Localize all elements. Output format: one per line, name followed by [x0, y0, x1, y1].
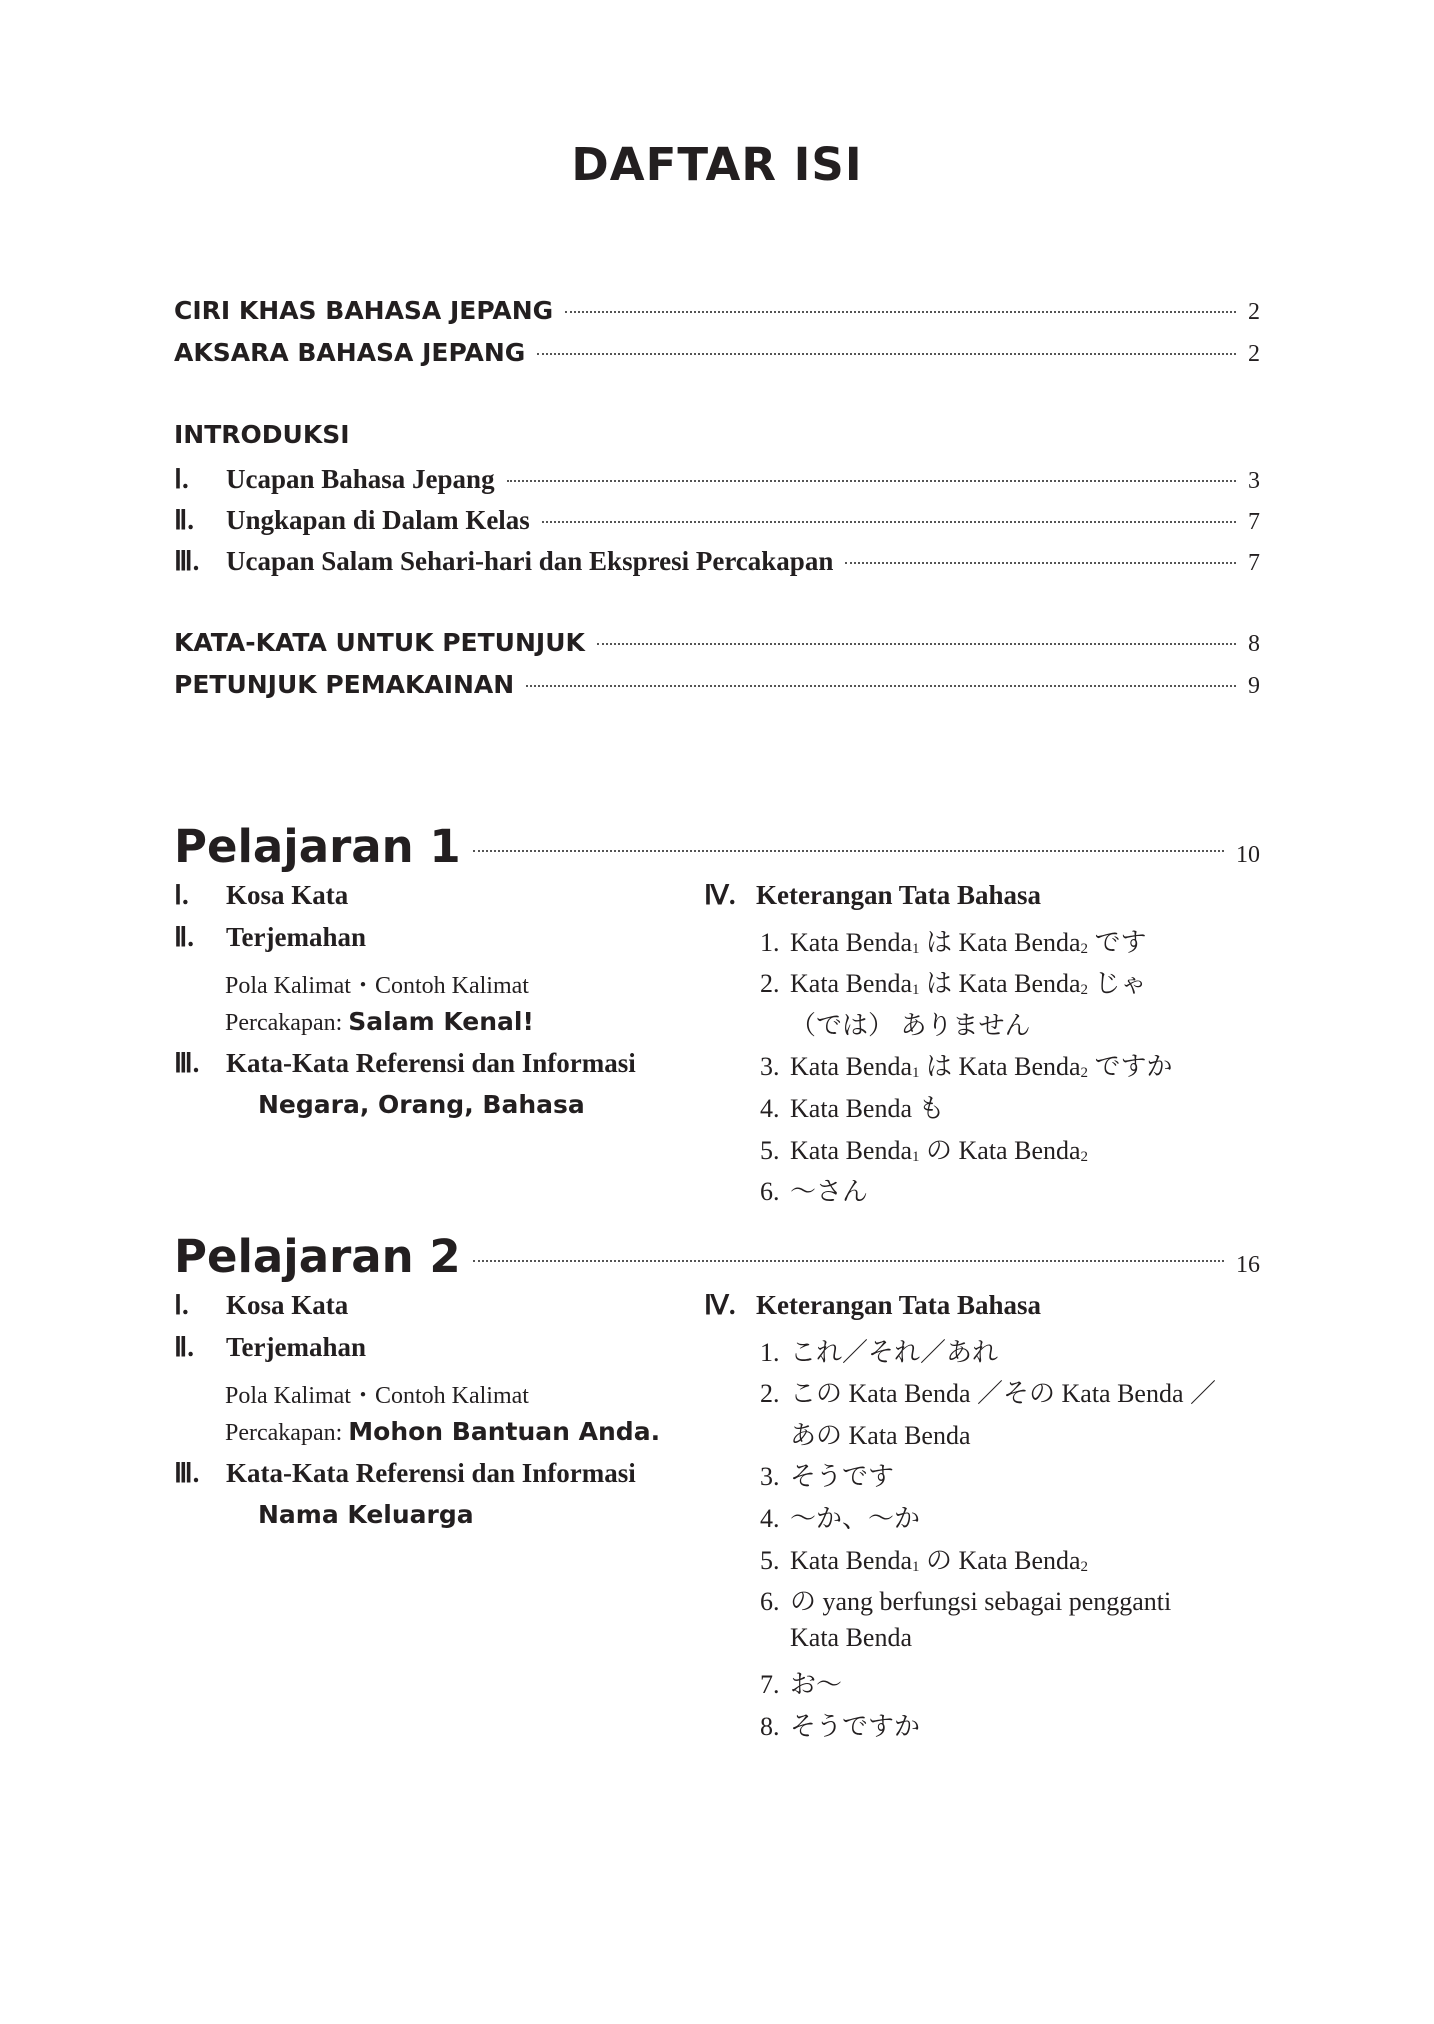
page-number: 16 [1236, 1252, 1260, 1278]
grammar-item[interactable] [760, 1046, 1173, 1083]
grammar-item-number: 1. [760, 927, 780, 957]
page-number: 3 [1248, 468, 1260, 494]
toc-entry-aksara[interactable] [174, 338, 1260, 368]
grammar-item[interactable] [760, 1130, 1088, 1167]
subscript: 1 [912, 1065, 920, 1082]
subscript: 2 [1080, 1558, 1089, 1575]
grammar-item[interactable] [760, 1415, 971, 1452]
grammar-text: ～さん [790, 1177, 869, 1207]
section-heading-introduksi: INTRODUKSI [174, 420, 350, 449]
referensi-topic: Nama Keluarga [258, 1500, 474, 1529]
section-label: Keterangan Tata Bahasa [756, 1290, 1042, 1320]
dot-leader [845, 562, 1236, 564]
grammar-item[interactable] [760, 1332, 998, 1369]
grammar-text: あの Kata Benda [790, 1420, 971, 1450]
grammar-text: Kata Benda [790, 1545, 913, 1575]
lesson-section-kosa-kata[interactable] [174, 1290, 348, 1321]
referensi-topic: Negara, Orang, Bahasa [258, 1090, 585, 1119]
toc-entry-intro-2[interactable] [174, 505, 1260, 536]
grammar-item[interactable] [760, 1581, 1171, 1618]
grammar-text: そうですか [790, 1712, 921, 1741]
subscript: 1 [912, 1148, 920, 1165]
roman-numeral: Ⅳ. [704, 1290, 736, 1320]
dot-leader [507, 480, 1236, 482]
toc-entry-text: Ucapan Bahasa Jepang [226, 464, 495, 494]
grammar-text: は Kata Benda [919, 969, 1081, 999]
grammar-item[interactable] [760, 1706, 920, 1743]
page-number: 7 [1248, 509, 1260, 535]
grammar-item[interactable] [760, 1088, 945, 1125]
page-number: 9 [1248, 673, 1260, 699]
grammar-text: Kata Benda [790, 969, 913, 999]
grammar-text: この Kata Benda ／その Kata Benda ／ [790, 1379, 1217, 1409]
dot-leader [473, 850, 1224, 852]
grammar-item-number: 5. [760, 1545, 780, 1575]
grammar-text: （では） ありません [790, 1010, 1031, 1040]
toc-entry-label [174, 546, 833, 577]
lesson-section-terjemahan[interactable] [174, 922, 366, 953]
grammar-item[interactable] [760, 1456, 894, 1493]
grammar-item-number: 1. [760, 1337, 780, 1367]
grammar-item-number: 8. [760, 1712, 780, 1741]
roman-numeral: Ⅲ. [174, 1458, 200, 1489]
toc-entry-ciri-khas[interactable] [174, 296, 1260, 326]
page-number: 8 [1248, 631, 1260, 657]
grammar-item[interactable] [760, 1498, 920, 1535]
grammar-item-number: 3. [760, 1462, 780, 1492]
grammar-item-number: 3. [760, 1052, 780, 1082]
subscript: 1 [912, 1558, 920, 1575]
grammar-item-number: 6. [760, 1587, 780, 1617]
grammar-text: の Kata Benda [919, 1545, 1081, 1575]
subscript: 2 [1080, 1148, 1089, 1165]
grammar-text: Kata Benda [790, 1622, 913, 1652]
section-label: Kata-Kata Referensi dan Informasi [226, 1458, 636, 1489]
lesson-heading[interactable] [174, 1230, 1260, 1283]
toc-entry-intro-1[interactable] [174, 464, 1260, 495]
section-label: Kata-Kata Referensi dan Informasi [226, 1048, 636, 1079]
percakapan-title: Mohon Bantuan Anda. [348, 1416, 661, 1446]
toc-entry-label: CIRI KHAS BAHASA JEPANG [174, 296, 554, 325]
grammar-item[interactable] [760, 922, 1147, 959]
roman-numeral: Ⅲ. [174, 546, 200, 576]
dot-leader [565, 311, 1236, 313]
subscript: 2 [1080, 940, 1089, 957]
subscript: 1 [912, 982, 920, 999]
subscript: 2 [1080, 982, 1089, 999]
grammar-item[interactable] [760, 1623, 912, 1653]
grammar-text: そうです [790, 1462, 895, 1492]
grammar-text: ～か、～か [790, 1504, 921, 1533]
page-number: 7 [1248, 550, 1260, 576]
toc-entry-label: AKSARA BAHASA JEPANG [174, 338, 526, 367]
grammar-item[interactable] [760, 1373, 1216, 1410]
roman-numeral: Ⅳ. [704, 880, 736, 910]
grammar-text: Kata Benda [790, 1135, 913, 1165]
grammar-text: の yang berfungsi sebagai pengganti [790, 1587, 1172, 1617]
grammar-text: お～ [790, 1670, 843, 1700]
grammar-text: Kata Benda [790, 927, 913, 957]
toc-entry-label: KATA-KATA UNTUK PETUNJUK [174, 628, 585, 657]
toc-entry-kata-kata-petunjuk[interactable] [174, 628, 1260, 658]
dot-leader [597, 643, 1236, 645]
roman-numeral: Ⅰ. [174, 1290, 189, 1320]
section-label: Kosa Kata [226, 1290, 349, 1320]
grammar-item-number: 6. [760, 1177, 780, 1207]
grammar-item-number: 2. [760, 1379, 780, 1409]
percakapan-line [225, 1007, 534, 1037]
lesson-title: Pelajaran 2 [174, 1230, 461, 1283]
grammar-item[interactable] [760, 1540, 1088, 1577]
grammar-text: です [1088, 927, 1147, 957]
section-label: Kosa Kata [226, 880, 349, 910]
toc-entry-label [174, 505, 530, 536]
grammar-item-number: 2. [760, 969, 780, 999]
grammar-text: ですか [1088, 1052, 1173, 1082]
subscript: 2 [1080, 1065, 1089, 1082]
page-number: 10 [1236, 842, 1260, 868]
dot-leader [537, 353, 1236, 355]
toc-entry-petunjuk-pemakainan[interactable] [174, 670, 1260, 700]
roman-numeral: Ⅰ. [174, 464, 189, 494]
section-label: Terjemahan [226, 921, 366, 952]
dot-leader [542, 521, 1236, 523]
roman-numeral: Ⅰ. [174, 880, 189, 910]
lesson-section-referensi[interactable] [174, 1048, 636, 1079]
percakapan-prefix: Percakapan: [225, 1009, 343, 1036]
page-title: DAFTAR ISI [571, 138, 863, 191]
section-label: Terjemahan [226, 1331, 366, 1362]
pola-kalimat-text: Pola Kalimat・Contoh Kalimat [225, 973, 529, 1000]
grammar-text: は Kata Benda [919, 1052, 1081, 1082]
lesson-section-kosa-kata[interactable] [174, 880, 348, 911]
roman-numeral: Ⅱ. [174, 505, 195, 535]
grammar-text: は Kata Benda [919, 927, 1081, 957]
grammar-text: の Kata Benda [919, 1135, 1081, 1165]
toc-entry-intro-3[interactable] [174, 546, 1260, 577]
grammar-text: これ／それ／あれ [790, 1337, 999, 1367]
lesson-heading[interactable] [174, 820, 1260, 873]
toc-entry-label: PETUNJUK PEMAKAINAN [174, 670, 515, 699]
pola-kalimat-text: Pola Kalimat・Contoh Kalimat [225, 1383, 529, 1410]
toc-entry-label [174, 464, 495, 495]
lesson-title: Pelajaran 1 [174, 820, 461, 873]
grammar-item[interactable] [760, 963, 1147, 1000]
grammar-text: じゃ [1088, 969, 1147, 999]
page-number: 2 [1248, 341, 1260, 367]
subscript: 1 [912, 940, 920, 957]
lesson-section-terjemahan[interactable] [174, 1332, 366, 1363]
grammar-item-number: 4. [760, 1504, 780, 1533]
grammar-text: Kata Benda [790, 1052, 913, 1082]
grammar-item[interactable] [760, 1664, 842, 1701]
roman-numeral: Ⅲ. [174, 1048, 200, 1079]
page-number: 2 [1248, 299, 1260, 325]
grammar-item[interactable] [760, 1005, 1031, 1042]
lesson-section-tata-bahasa[interactable] [704, 1290, 1041, 1321]
roman-numeral: Ⅱ. [174, 1331, 195, 1362]
grammar-item-number: 4. [760, 1094, 780, 1123]
toc-entry-text: Ucapan Salam Sehari-hari dan Ekspresi Percakapan [226, 546, 834, 576]
grammar-item[interactable] [760, 1171, 868, 1208]
toc-entry-text: Ungkapan di Dalam Kelas [226, 505, 530, 535]
section-label: Keterangan Tata Bahasa [756, 880, 1042, 910]
dot-leader [473, 1260, 1224, 1262]
grammar-item-number: 7. [760, 1670, 780, 1700]
grammar-text: Kata Benda も [790, 1094, 945, 1123]
percakapan-prefix: Percakapan: [225, 1419, 343, 1446]
lesson-section-referensi[interactable] [174, 1458, 636, 1489]
dot-leader [526, 685, 1236, 687]
percakapan-title: Salam Kenal! [348, 1006, 534, 1036]
lesson-section-tata-bahasa[interactable] [704, 880, 1041, 911]
roman-numeral: Ⅱ. [174, 921, 195, 952]
grammar-item-number: 5. [760, 1135, 780, 1165]
percakapan-line [225, 1417, 660, 1447]
